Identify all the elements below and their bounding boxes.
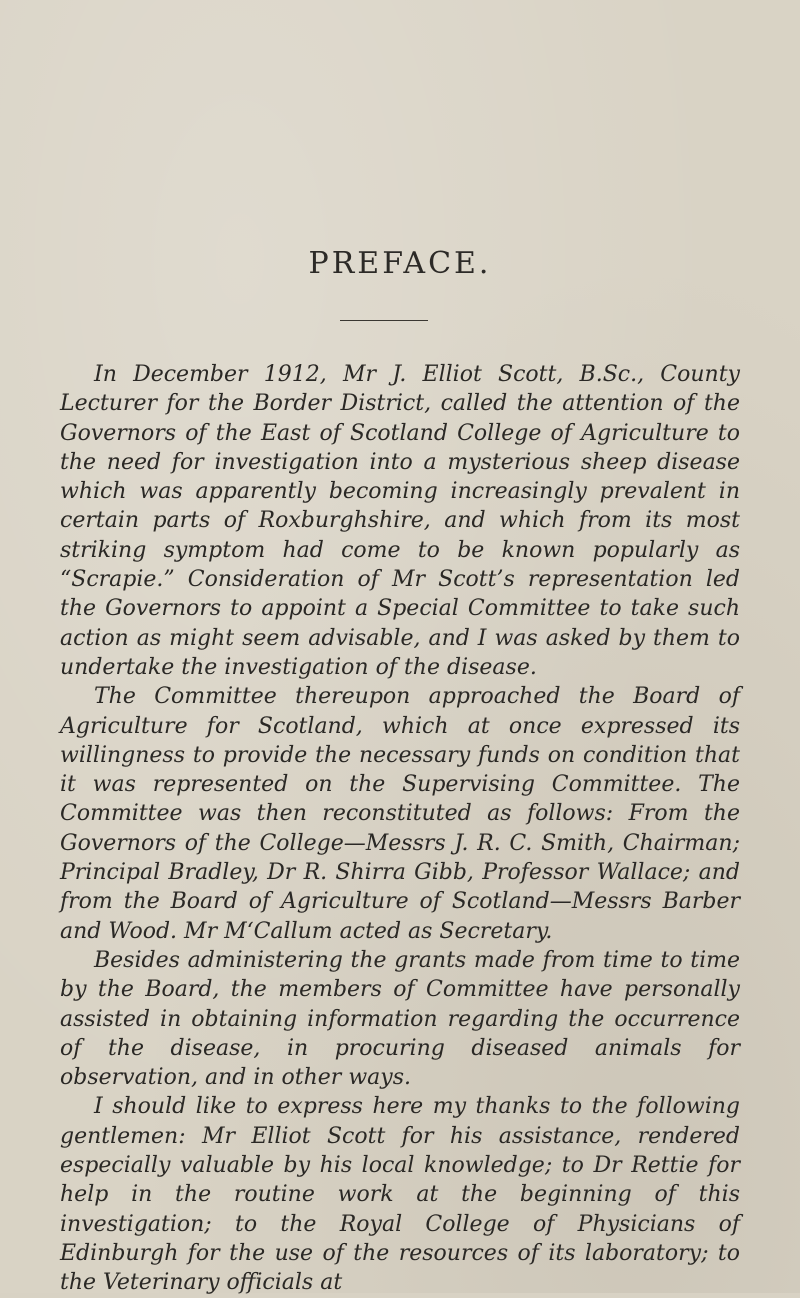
paragraph-1: In December 1912, Mr J. Elliot Scott, B.Sc., County Lecturer for the Border District, called the attention of the Governors of the East of Scotland College of Agriculture to the need for investigation into a mysterious sheep disease which was apparently becoming increasingly prevalent in certain parts of Roxburghshire, and which from its most striking symptom had come to be known popularly as “Scrapie.” Consideration of Mr Scott’s representation led the Governors to appoint a Special Committee to take such action as might seem advisable, and I was asked by them to undertake the investigation of the disease. — [60, 362, 740, 680]
page-title: PREFACE. — [308, 246, 492, 281]
preface-body — [60, 360, 740, 1298]
paragraph-4: I should like to express here my thanks to the following gentlemen: Mr Elliot Scott for his assistance, rendered especially valuable by his local knowledge; to Dr Rettie for help in the routine work at the beginning of this investigation; to the Royal College of Physicians of Edinburgh for the use of the resources of its laboratory; to the Veterinary officials at — [60, 1094, 740, 1296]
title-divider — [340, 320, 428, 321]
paragraph-2: The Committee thereupon approached the Board of Agriculture for Scotland, which at once expressed its willingness to provide the necessary funds on condition that it was represented on the Supervising Committee. The Committee was then reconstituted as follows: From the Governors of the College—Messrs J. R. C. Smith, Chairman; Principal Bradley, Dr R. Shirra Gibb, Professor Wallace; and from the Board of Agriculture of Scotland—Messrs Barber and Wood. Mr M‘Callum acted as Secretary. — [60, 684, 740, 944]
paragraph-3: Besides administering the grants made from time to time by the Board, the members of Committee have personally assisted in obtaining information regarding the occurrence of the disease, in procuring diseased animals for observation, and in other ways. — [60, 947, 740, 1091]
